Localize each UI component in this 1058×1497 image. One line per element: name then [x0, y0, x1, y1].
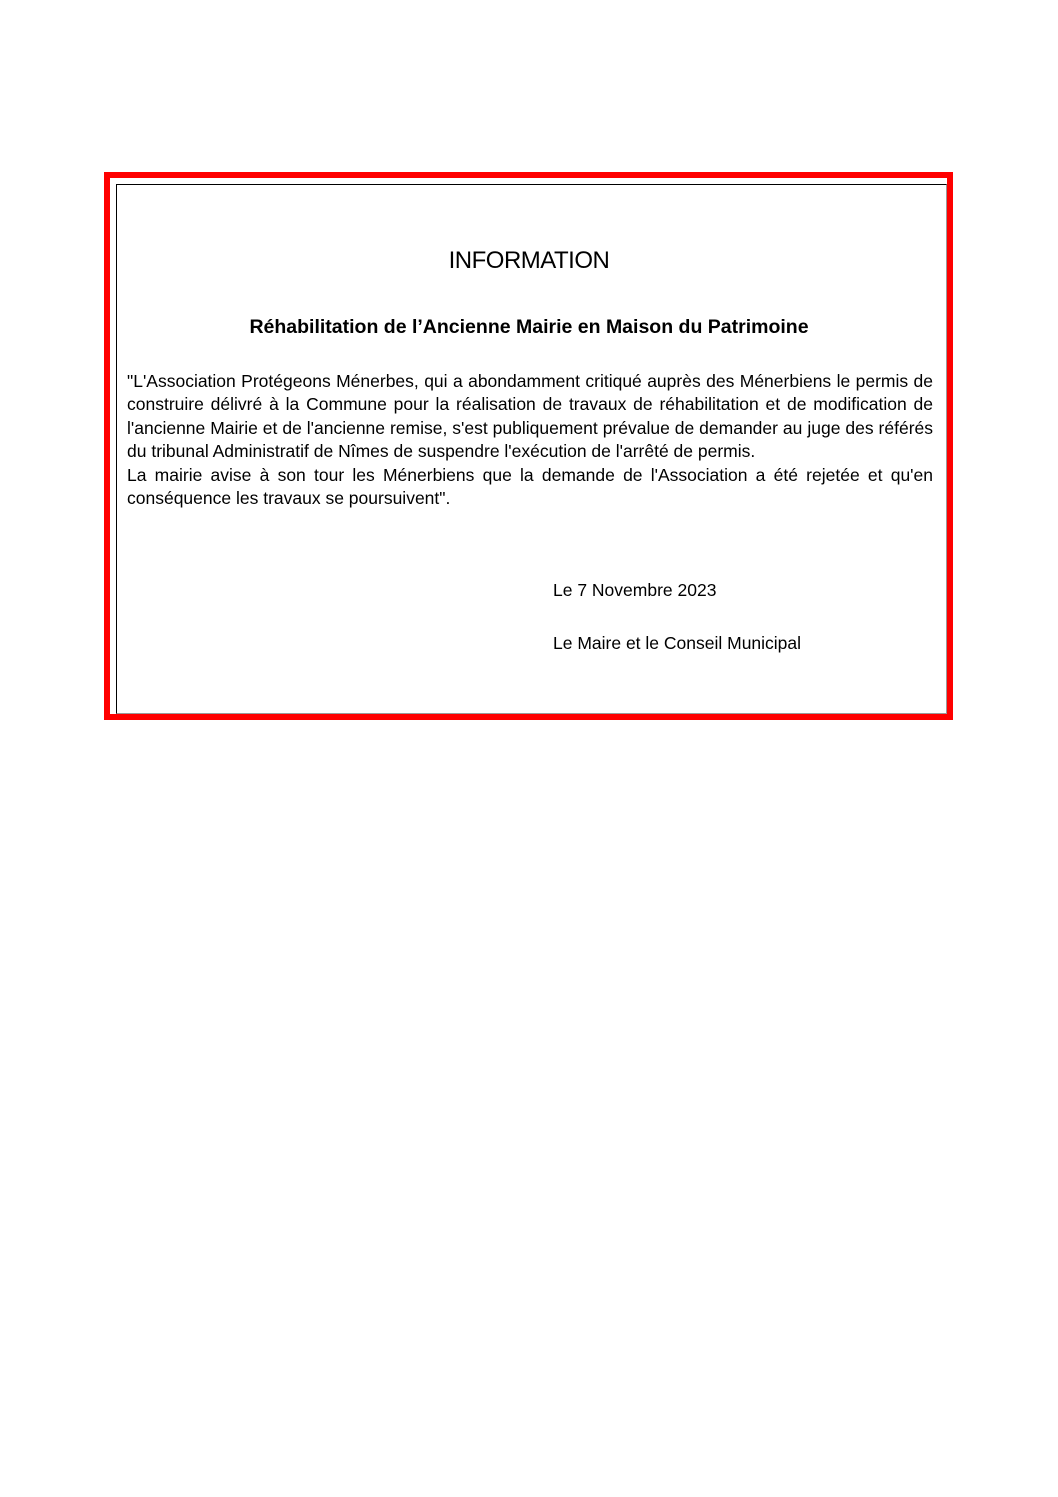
notice-subtitle: Réhabilitation de l’Ancienne Mairie en Maison du Patrimoine [249, 316, 809, 338]
notice-body [127, 370, 933, 510]
body-paragraph-1: "L'Association Protégeons Ménerbes, qui a abondamment critiqué auprès des Ménerbiens le permis de construire délivré à la Commune pour la réalisation de travaux de réhabilitation et de modification de l'ancienne Mairie et de l'ancienne remise, s'est publiquement prévalue de demander au juge des référés du tribunal Administratif de Nîmes de suspendre l'exécution de l'arrêté de permis. [127, 371, 933, 462]
notice-signature: Le Maire et le Conseil Municipal [553, 633, 802, 653]
notice-date: Le 7 Novembre 2023 [553, 580, 717, 600]
notice-title: INFORMATION [448, 247, 610, 274]
body-paragraph-2: La mairie avise à son tour les Ménerbiens que la demande de l'Association a été rejetée et qu'en conséquence les travaux se poursuivent". [127, 464, 933, 509]
